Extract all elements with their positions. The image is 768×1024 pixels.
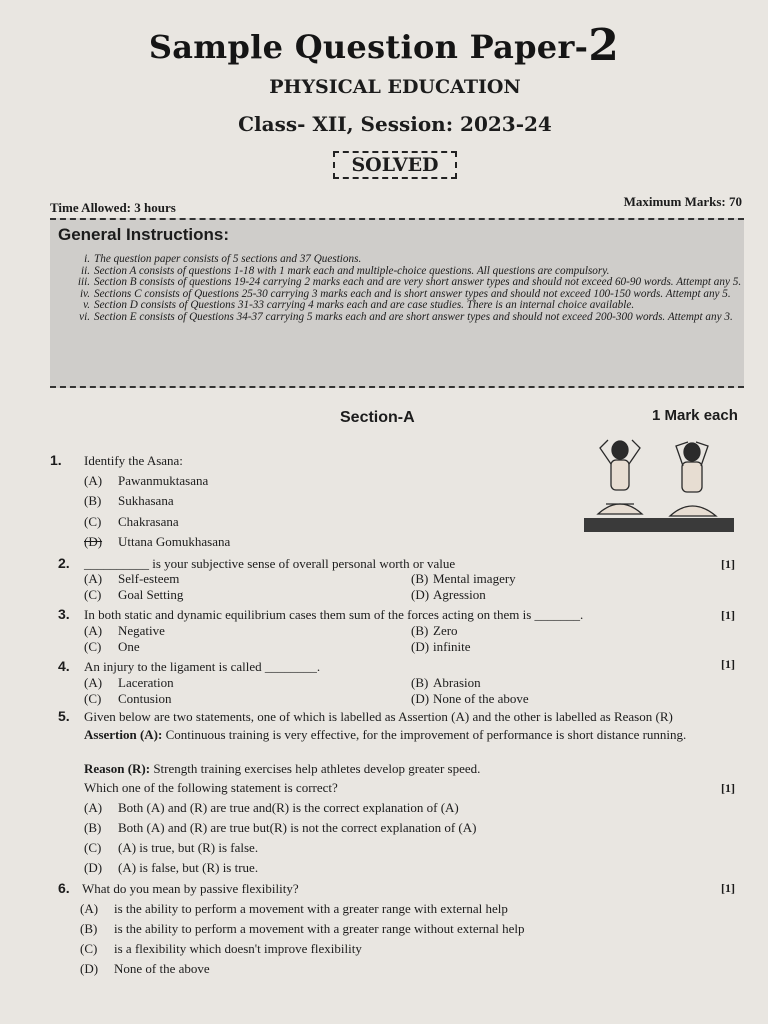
option-a [84, 623, 165, 639]
option-b [84, 493, 174, 509]
option-text: is the ability to perform a movement with a greater range with external help [114, 901, 508, 916]
question-text: An injury to the ligament is called ________. [84, 659, 321, 674]
option-label: (B) [411, 623, 429, 638]
option-d [411, 587, 486, 603]
asana-illustration [584, 434, 734, 534]
option-text: Pawanmuktasana [118, 473, 209, 488]
assertion-text: Continuous training is very effective, for the improvement of performance is short distance running. [165, 727, 687, 742]
option-text: Mental imagery [433, 571, 516, 586]
instructions-heading: General Instructions: [58, 225, 229, 244]
instructions-list [66, 254, 742, 323]
option-b [84, 820, 476, 836]
instruction-number: v. [83, 299, 90, 311]
option-c [84, 691, 171, 707]
instruction-text: Section A consists of questions 1-18 with 1 mark each and multiple-choice questions. All questions are compulsory. [94, 264, 610, 277]
solved-badge: SOLVED [333, 151, 457, 179]
instruction-text: Section D consists of Questions 31-33 carrying 4 marks each and are case studies. There is an internal choice available. [94, 299, 635, 311]
option-a [84, 571, 179, 587]
question-text: Given below are two statements, one of which is labelled as Assertion (A) and the other is labelled as Reason (R) [84, 709, 673, 724]
class-session: Class- XII, Session: 2023-24 [238, 112, 552, 136]
option-b [80, 921, 524, 937]
question-number: 1. [50, 452, 62, 468]
option-text: Self-esteem [118, 571, 180, 586]
option-text: None of the above [114, 961, 210, 976]
option-a [84, 800, 459, 816]
option-text: Goal Setting [118, 587, 184, 602]
option-text: None of the above [433, 691, 529, 706]
option-text: (A) is false, but (R) is true. [118, 860, 259, 875]
question-number: 4. [58, 658, 70, 674]
marks-each-label: 1 Mark each [652, 407, 738, 424]
option-text: is a flexibility which doesn't improve flexibility [114, 941, 362, 956]
time-allowed: Time Allowed: 3 hours [50, 200, 176, 215]
question-number: 6. [58, 880, 70, 896]
option-d [411, 639, 471, 655]
option-d [80, 961, 210, 977]
assertion-label: Assertion (A): [84, 727, 163, 742]
question-text: Identify the Asana: [84, 453, 183, 468]
instruction-number: vi. [79, 310, 90, 323]
instruction-text: Sections C consists of Questions 25-30 carrying 3 marks each and is short answer types and should not exceed 100-150 words. Attempt any 5. [94, 287, 731, 300]
option-a [84, 473, 208, 489]
option-label: (C) [84, 514, 102, 529]
option-a [80, 901, 508, 917]
question-text: What do you mean by passive flexibility? [82, 881, 299, 896]
assertion-statement [84, 727, 742, 742]
option-text: Zero [433, 623, 458, 638]
option-c [80, 941, 362, 957]
option-a [84, 675, 174, 691]
question-prompt: Which one of the following statement is correct? [84, 780, 338, 795]
option-label: (C) [84, 840, 102, 855]
question-text: In both static and dynamic equilibrium cases them sum of the forces acting on them is _______. [84, 607, 584, 622]
option-label: (B) [84, 820, 102, 835]
marks-label: [1] [721, 657, 735, 671]
option-c [84, 639, 140, 655]
option-label: (A) [80, 901, 99, 916]
reason-text: Strength training exercises help athletes develop greater speed. [153, 761, 481, 776]
reason-statement [84, 761, 480, 777]
option-text: Uttana Gomukhasana [118, 534, 231, 549]
option-label: (A) [84, 800, 103, 815]
option-label: (A) [84, 623, 103, 638]
marks-label: [1] [721, 881, 735, 895]
option-label: (C) [84, 587, 102, 602]
option-label: (C) [80, 941, 98, 956]
option-b [411, 571, 516, 587]
marks-label: [1] [721, 781, 735, 795]
option-label: (A) [84, 571, 103, 586]
question-number: 5. [58, 708, 70, 724]
option-text: Contusion [118, 691, 172, 706]
instruction-item [66, 312, 742, 324]
option-text: Negative [118, 623, 165, 638]
option-c [84, 514, 179, 530]
instruction-number: i. [84, 253, 90, 265]
marks-label: [1] [721, 557, 735, 571]
instruction-number: iv. [79, 287, 90, 300]
option-label: (D) [84, 860, 103, 875]
option-d [84, 860, 258, 876]
reason-label: Reason (R): [84, 761, 151, 776]
option-text: Both (A) and (R) are true and(R) is the correct explanation of (A) [118, 800, 459, 815]
option-b [411, 675, 481, 691]
option-label: (C) [84, 639, 102, 654]
marks-label: [1] [721, 608, 735, 622]
option-label: (B) [411, 571, 429, 586]
option-label: (D) [411, 691, 430, 706]
option-d [84, 534, 230, 550]
instruction-text: Section B consists of questions 19-24 carrying 2 marks each and are very short answer types and should not exceed 60-90 words. Attempt any 5. [94, 276, 742, 288]
paper-title [0, 20, 768, 71]
paper-number: 2 [588, 20, 620, 71]
option-c [84, 840, 258, 856]
subject-heading: PHYSICAL EDUCATION [269, 76, 521, 98]
option-label: (A) [84, 473, 103, 488]
option-text: Sukhasana [118, 493, 174, 508]
instruction-number: ii. [80, 264, 90, 277]
option-text: Abrasion [433, 675, 481, 690]
option-text: Both (A) and (R) are true but(R) is not the correct explanation of (A) [118, 820, 477, 835]
option-b [411, 623, 458, 639]
option-label: (B) [411, 675, 429, 690]
option-label: (B) [84, 493, 102, 508]
instruction-text: The question paper consists of 5 sections and 37 Questions. [94, 253, 362, 265]
question-number: 3. [58, 606, 70, 622]
option-c [84, 587, 183, 603]
option-text: is the ability to perform a movement with a greater range without external help [114, 921, 525, 936]
option-label: (D) [84, 534, 103, 549]
general-instructions-box [50, 218, 744, 388]
option-text: Agression [433, 587, 486, 602]
option-text: infinite [433, 639, 471, 654]
maximum-marks: Maximum Marks: 70 [623, 194, 742, 209]
option-label: (D) [411, 639, 430, 654]
option-label: (D) [411, 587, 430, 602]
question-number: 2. [58, 555, 70, 571]
option-text: Laceration [118, 675, 174, 690]
section-title: Section-A [340, 409, 415, 426]
instruction-text: Section E consists of Questions 34-37 carrying 5 marks each and are short answer types and should not exceed 200-300 words. Attempt any 3. [94, 310, 733, 323]
option-label: (D) [80, 961, 99, 976]
option-text: (A) is true, but (R) is false. [118, 840, 259, 855]
option-label: (A) [84, 675, 103, 690]
instruction-number: iii. [77, 276, 90, 288]
paper-title-text: Sample Question Paper- [148, 28, 589, 66]
option-label: (B) [80, 921, 98, 936]
option-label: (C) [84, 691, 102, 706]
option-d [411, 691, 529, 707]
question-text: __________ is your subjective sense of overall personal worth or value [84, 556, 456, 571]
option-text: One [118, 639, 140, 654]
option-text: Chakrasana [118, 514, 179, 529]
